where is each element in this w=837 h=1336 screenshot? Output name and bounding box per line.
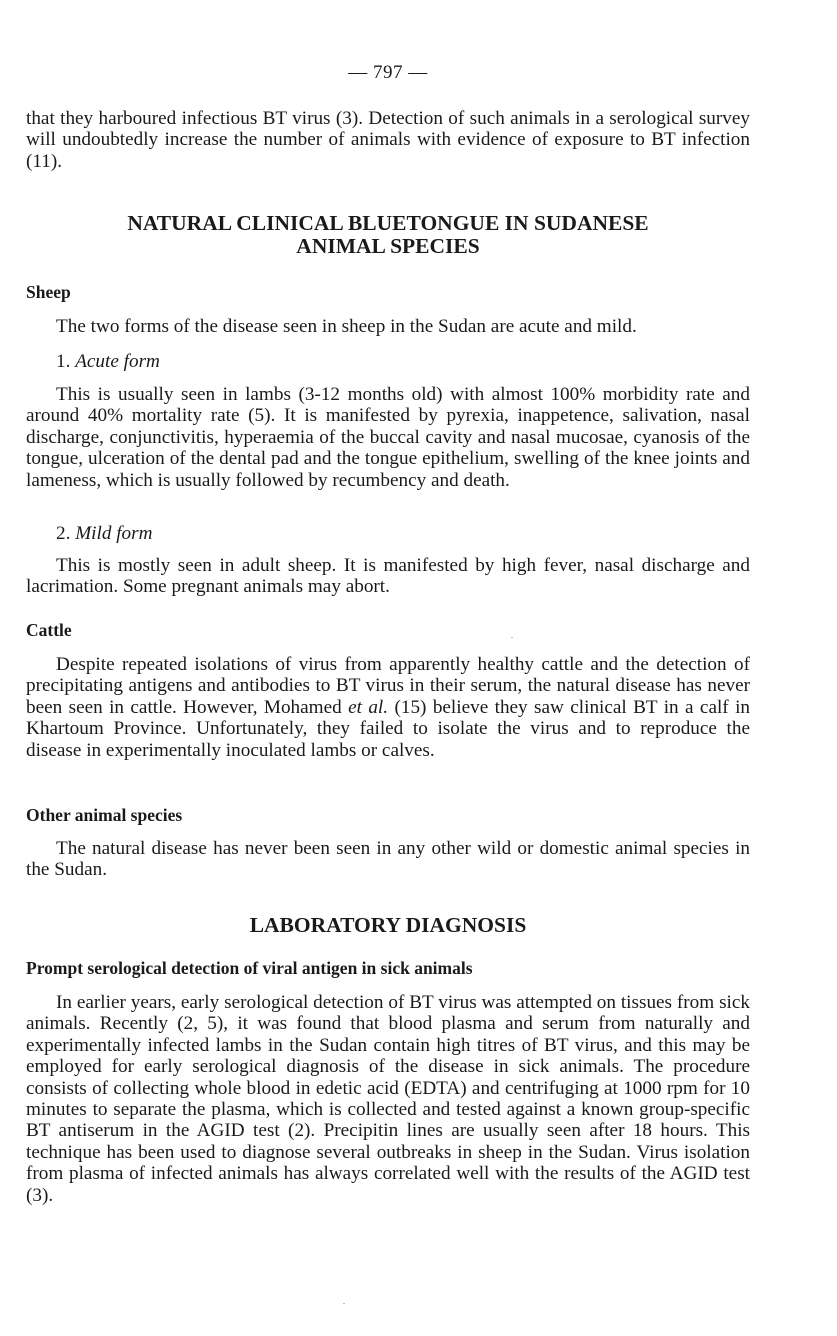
acute-form-number: 1. (56, 351, 71, 372)
other-species-block (26, 838, 750, 881)
scan-speck (343, 1303, 345, 1304)
acute-form-block (26, 384, 750, 491)
sheep-intro-paragraph: The two forms of the disease seen in sheep in the Sudan are acute and mild. (56, 316, 637, 337)
mild-form-number: 2. (56, 523, 71, 544)
intro-paragraph: that they harboured infectious BT virus (3). Detection of such animals in a serological survey will undoubtedly increase the number of animals with evidence of exposure to BT infection (11). (26, 108, 750, 172)
acute-form-label: Acute form (75, 351, 160, 372)
cattle-block (26, 654, 750, 761)
cattle-text-before: Despite repeated isolations of virus from apparently healthy cattle and the detection of precipitating antigens and antibodies to BT virus in their serum, the natural disease has never been seen in cattle. However, Mohamed (26, 654, 750, 718)
lab-diagnosis-paragraph: In earlier years, early serological detection of BT virus was attempted on tissues from sick animals. Recently (2, 5), it was found that blood plasma and serum from naturally and experimentally infected lambs in the Sudan contain high titres of BT virus, and this may be employed for early serological diagnosis of the disease in sick animals. The procedure consists of collecting whole blood in edetic acid (EDTA) and centrifuging at 1000 rpm for 10 minutes to separate the plasma, which is collected and tested against a known group-specific BT antiserum in the AGID test (2). Precipitin lines are usually seen after 18 hours. This technique has been used to diagnose several outbreaks in sheep in the Sudan. Virus isolation from plasma of infected animals has always correlated well with the results of the AGID test (3). (26, 992, 750, 1206)
subheading-sheep: Sheep (26, 282, 71, 302)
scan-speck (511, 637, 513, 638)
section-heading-line2: ANIMAL SPECIES (296, 234, 480, 258)
mild-form-paragraph: This is mostly seen in adult sheep. It is manifested by high fever, nasal discharge and lacrimation. Some pregnant animals may abort. (26, 555, 750, 598)
other-species-paragraph: The natural disease has never been seen in any other wild or domestic animal species in the Sudan. (26, 838, 750, 881)
mild-form-label: Mild form (75, 523, 153, 544)
mild-form-block (26, 555, 750, 598)
section-heading-line1: NATURAL CLINICAL BLUETONGUE IN SUDANESE (127, 211, 649, 235)
page-number: — 797 — (348, 62, 428, 83)
intro-paragraph-block (26, 108, 750, 172)
cattle-paragraph (26, 654, 750, 761)
acute-form-paragraph: This is usually seen in lambs (3-12 months old) with almost 100% morbidity rate and around 40% mortality rate (5). It is manifested by pyrexia, inappetence, salivation, nasal discharge, conjunctivitis, hyperaemia of the buccal cavity and nasal mucosae, cyanosis of the tongue, ulceration of the dental pad and the tongue epithelium, swelling of the knee joints and lameness, which is usually followed by recumbency and death. (26, 384, 750, 491)
subheading-cattle: Cattle (26, 620, 72, 640)
cattle-text-italic: et al. (348, 696, 389, 718)
section-heading-natural-clinical (26, 212, 750, 258)
acute-form-title (56, 351, 160, 373)
lab-diagnosis-block (26, 992, 750, 1206)
sheep-intro-block (26, 316, 750, 337)
section-heading-laboratory: LABORATORY DIAGNOSIS (249, 913, 527, 937)
subheading-other-species: Other animal species (26, 805, 183, 825)
subheading-prompt-detection: Prompt serological detection of viral antigen in sick animals (26, 958, 473, 978)
cattle-text-after: (15) believe they saw clinical BT in a calf in Khartoum Province. Unfortunately, they failed to isolate the virus and to reproduce the disease in experimentally inoculated lambs or calves. (26, 696, 750, 761)
mild-form-title (56, 523, 152, 545)
